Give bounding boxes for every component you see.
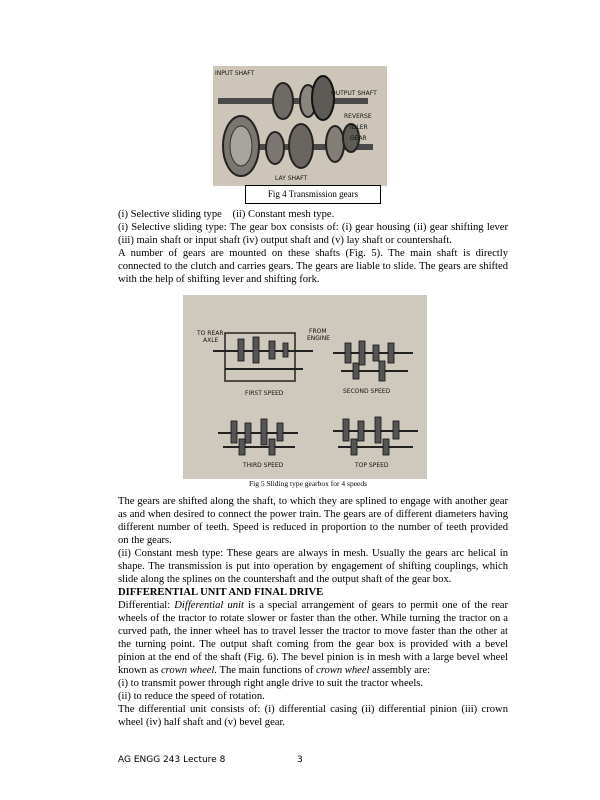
figure-4-caption: Fig 4 Transmission gears bbox=[245, 185, 381, 204]
transmission-gears-illustration bbox=[213, 66, 387, 186]
differential-lead: Differential: bbox=[118, 600, 175, 611]
differential-functions-lead: The main functions of bbox=[217, 665, 317, 676]
top-speed-label: TOP SPEED bbox=[355, 462, 389, 469]
footer-title: AG ENGG 243 Lecture 8 bbox=[118, 755, 226, 765]
gear-label: GEAR bbox=[350, 135, 367, 142]
paragraph-types: (i) Selective sliding type (ii) Constant mesh type. bbox=[118, 209, 335, 220]
crown-wheel-term-2: crown wheel bbox=[316, 665, 370, 676]
section-heading-differential: DIFFERENTIAL UNIT AND FINAL DRIVE bbox=[118, 587, 324, 598]
third-speed-label: THIRD SPEED bbox=[243, 462, 284, 469]
crown-wheel-term: crown wheel. bbox=[160, 665, 218, 676]
sliding-gearbox-illustration bbox=[183, 295, 427, 479]
paragraph-selective-sliding: (i) Selective sliding type: The gear box consists of: (i) gear housing (ii) gear shifting lever (iii) main shaft or input shaft (iv) output shaft and (v) lay shaft or countershaft. bbox=[118, 222, 508, 246]
idler-label: IDLER bbox=[350, 124, 368, 131]
lay-shaft-label: LAY SHAFT bbox=[275, 175, 308, 182]
paragraph-function-2: (ii) to reduce the speed of rotation. bbox=[118, 691, 265, 702]
differential-functions-tail: assembly are: bbox=[369, 665, 431, 676]
page-number: 3 bbox=[297, 755, 303, 765]
text-block-2 bbox=[118, 495, 508, 729]
transmission-gears-figure bbox=[213, 66, 387, 186]
second-speed-label: SECOND SPEED bbox=[343, 388, 391, 395]
paragraph-differential bbox=[118, 599, 508, 677]
sliding-gearbox-figure bbox=[183, 295, 427, 479]
paragraph-differential-components: The differential unit consists of: (i) differential casing (ii) differential pinion (iii) crown wheel (iv) half shaft and (v) bevel gear. bbox=[118, 704, 508, 728]
input-shaft-label: INPUT SHAFT bbox=[215, 70, 255, 77]
paragraph-function-1: (i) to transmit power through right angle drive to suit the tractor wheels. bbox=[118, 678, 424, 689]
reverse-label: REVERSE bbox=[344, 113, 372, 120]
paragraph-constant-mesh: (ii) Constant mesh type: These gears are always in mesh. Usually the gears arc helical in shape. The transmission is put into operation by engagement of shifting couplings, which slide along the splines on the countershaft and the output shaft of the gear box. bbox=[118, 548, 508, 585]
paragraph-gears-mounted: A number of gears are mounted on these shafts (Fig. 5). The main shaft is directly connected to the clutch and carries gears. The gears are liable to slide. The gears are shifted with the help of shifting lever and shifting fork. bbox=[118, 248, 508, 285]
axle-label: AXLE bbox=[203, 337, 219, 344]
text-block-1 bbox=[118, 208, 508, 286]
paragraph-gears-shifted: The gears are shifted along the shaft, to which they are splined to engage with another gear as and when desired to connect the power train. The gears are of different diameters having different number of teeth. Speed is reduced in proportion to the number of teeth provided on the gears. bbox=[118, 496, 508, 546]
differential-unit-term: Differential unit bbox=[174, 600, 244, 611]
first-speed-label: FIRST SPEED bbox=[245, 390, 284, 397]
figure-5-caption: Fig 5 Sliding type gearbox for 4 speeds bbox=[248, 479, 368, 488]
to-rear-label: TO REAR bbox=[197, 330, 224, 337]
differential-body: is a special arrangement of gears to permit one of the rear wheels of the tractor to rotate slower or faster than the other. While turning the tractor on a curved path, the inner wheel has to travel lesser the tractor to move faster than the other at the turning point. The output shaft coming from the gear box is provided with a bevel pinion at the end of the shaft (Fig. 6). The bevel pinion is in mesh with a large bevel wheel known as bbox=[118, 600, 508, 676]
engine-label: ENGINE bbox=[307, 335, 330, 342]
from-label: FROM bbox=[309, 328, 327, 335]
output-shaft-label: OUTPUT SHAFT bbox=[331, 90, 377, 97]
